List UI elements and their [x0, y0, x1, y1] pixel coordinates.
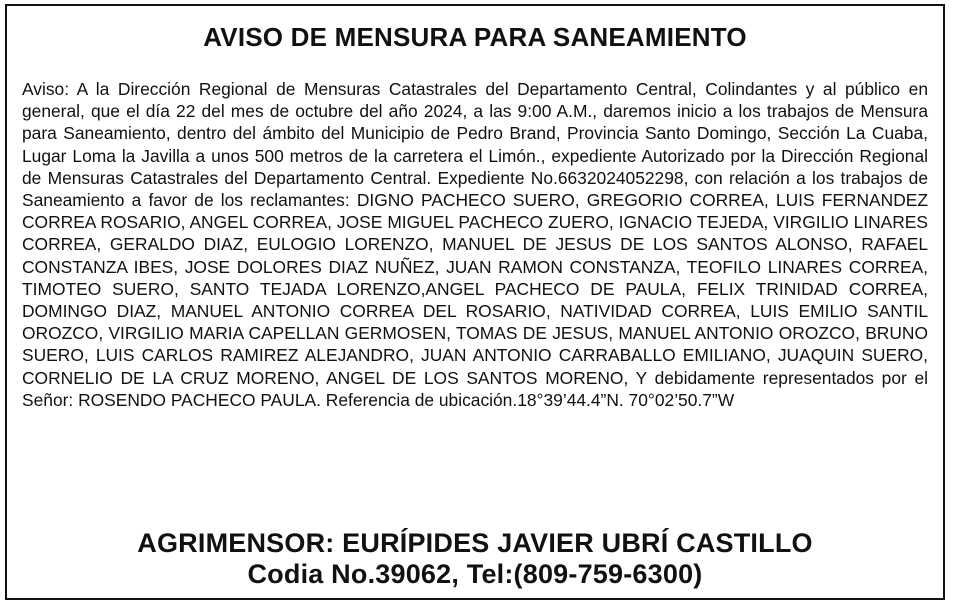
notice-frame [5, 4, 945, 600]
surveyor-contact: Codia No.39062, Tel:(809-759-6300) [247, 559, 703, 589]
surveyor-signature-block [7, 528, 943, 590]
notice-body: Aviso: A la Dirección Regional de Mensuras Catastrales del Departamento Central, Colindantes y al público en general, que el día 22 del mes de octubre del año 2024, a las 9:00 A.M., daremos inicio a los trabajos de Mensura para Saneamiento, dentro del ámbito del Municipio de Pedro Brand, Provincia Santo Domingo, Sección La Cuaba, Lugar Loma la Javilla a unos 500 metros de la carretera el Limón., expediente Autorizado por la Dirección Regional de Mensuras Catastrales del Departamento Central. Expediente No.6632024052298, con relación a los trabajos de Saneamiento a favor de los reclamantes: DIGNO PACHECO SUERO, GREGORIO CORREA, LUIS FERNANDEZ CORREA ROSARIO, ANGEL CORREA, JOSE MIGUEL PACHECO ZUERO, IGNACIO TEJEDA, VIRGILIO LINARES CORREA, GERALDO DIAZ, EULOGIO LORENZO, MANUEL DE JESUS DE LOS SANTOS ALONSO, RAFAEL CONSTANZA IBES, JOSE DOLORES DIAZ NUÑEZ, JUAN RAMON CONSTANZA, TEOFILO LINARES CORREA, TIMOTEO SUERO, SANTO TEJADA LORENZO,ANGEL PACHECO DE PAULA, FELIX TRINIDAD CORREA, DOMINGO DIAZ, MANUEL ANTONIO CORREA DEL ROSARIO, NATIVIDAD CORREA, LUIS EMILIO SANTIL OROZCO, VIRGILIO MARIA CAPELLAN GERMOSEN, TOMAS DE JESUS, MANUEL ANTONIO OROZCO, BRUNO SUERO, LUIS CARLOS RAMIREZ ALEJANDRO, JUAN ANTONIO CARRABALLO EMILIANO, JUAQUIN SUERO, CORNELIO DE LA CRUZ MORENO, ANGEL DE LOS SANTOS MORENO, Y debidamente representados por el Señor: ROSENDO PACHECO PAULA. Referencia de ubicación.18°39’44.4”N. 70°02’50.7”W [22, 79, 928, 410]
notice-title: AVISO DE MENSURA PARA SANEAMIENTO [203, 22, 747, 52]
surveyor-name: AGRIMENSOR: EURÍPIDES JAVIER UBRÍ CASTILLO [137, 528, 813, 558]
